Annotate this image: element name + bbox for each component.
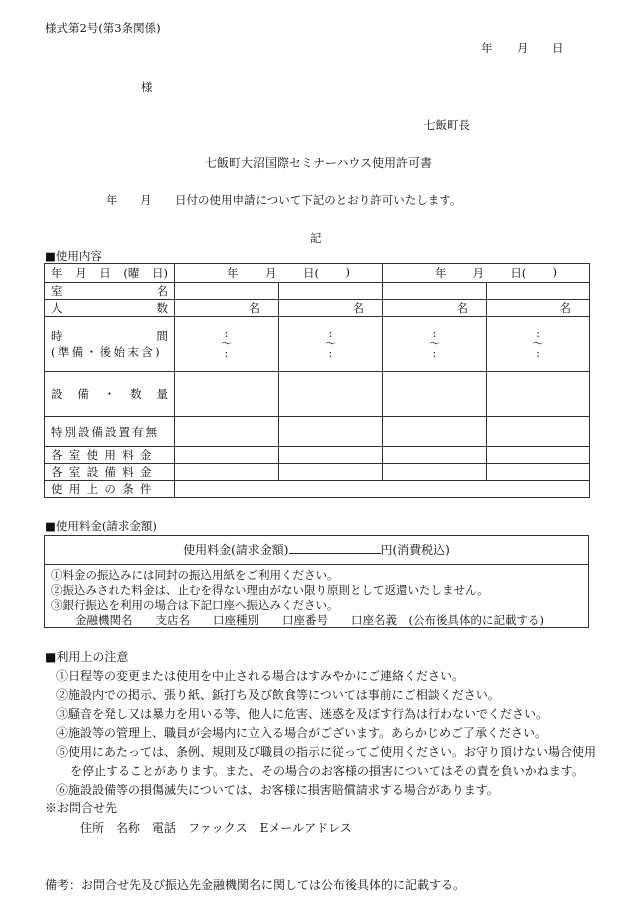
fee-note-2: ②振込みされた料金は、止むを得ない理由がない限り原則として返還いたしません。 (51, 583, 489, 597)
room-fee-cell-2[interactable] (279, 447, 383, 464)
equip-fee-cell-3[interactable] (383, 464, 487, 481)
special-cell-2[interactable] (279, 417, 383, 447)
recipient-suffix: 様 (141, 80, 153, 94)
special-cell-1[interactable] (175, 417, 279, 447)
fee-box (44, 535, 589, 628)
room-cell-3[interactable] (383, 283, 487, 300)
issue-date-year: 年 (481, 41, 493, 55)
usage-section-label: ■使用内容 (45, 249, 102, 263)
label-date: 年 月 日 (曜 日) (45, 264, 175, 283)
note-item-4: ④施設等の管理上、職員が会場内に立入る場合がございます。あらかじめご了承ください。 (56, 726, 548, 740)
issue-date-day: 日 (552, 41, 564, 55)
intro-text: 日付の使用申請について下記のとおり許可いたします。 (175, 193, 462, 207)
label-room-fee: 各室使用料金 (45, 447, 175, 464)
note-item-6: ⑥施設設備等の損傷滅失については、お客様に損害賠償請求する場合があります。 (56, 783, 499, 797)
usage-row-time (45, 317, 590, 372)
equipment-cell-3[interactable] (383, 372, 487, 417)
label-conditions: 使用上の条件 (45, 481, 175, 498)
note-item-5-cont: を停止することがあります。また、その場合のお客様の損害についてはその責を負いかねます。 (70, 764, 584, 778)
room-fee-cell-4[interactable] (487, 447, 590, 464)
fee-note-3: ③銀行振込を利用の場合は下記口座へ振込みください。 (51, 598, 339, 612)
room-fee-cell-1[interactable] (175, 447, 279, 464)
equip-fee-cell-4[interactable] (487, 464, 590, 481)
time-cell-3[interactable]: : 〜 : (383, 317, 487, 372)
date-slot-1[interactable]: 年 月 日( ) (175, 264, 383, 283)
fee-note-1: ①料金の振込みには同封の振込用紙をご利用ください。 (51, 568, 339, 582)
equipment-cell-4[interactable] (487, 372, 590, 417)
label-equip-fee: 各室設備料金 (45, 464, 175, 481)
bank-fields: 金融機関名 支店名 口座種別 口座番号 口座名義 (公布後具体的に記載する) (75, 613, 544, 627)
people-cell-1[interactable]: 名 (175, 300, 279, 317)
fee-amount-field[interactable] (289, 541, 381, 554)
date-slot-2[interactable]: 年 月 日( ) (383, 264, 590, 283)
equip-fee-cell-1[interactable] (175, 464, 279, 481)
usage-table (44, 263, 590, 498)
room-fee-cell-3[interactable] (383, 447, 487, 464)
usage-row-special (45, 417, 590, 447)
note-item-3: ③騒音を発し又は暴力を用いる等、他人に危害、迷惑を及ぼす行為は行わないでください。 (56, 707, 549, 721)
note-item-2: ②施設内での掲示、張り紙、鋲打ち及び飲食等については事前にご相談ください。 (56, 688, 500, 702)
form-number: 様式第2号(第3条関係) (45, 21, 161, 35)
special-cell-3[interactable] (383, 417, 487, 447)
time-cell-2[interactable]: : 〜 : (279, 317, 383, 372)
conditions-cell[interactable] (175, 481, 590, 498)
intro-year: 年 (106, 193, 118, 207)
note-item-5: ⑤使用にあたっては、条例、規則及び職員の指示に従ってご使用ください。お守り頂けない場合使用 (56, 745, 597, 759)
fee-header: 使用料金(請求金額) 円(消費税込) (45, 536, 588, 565)
label-time: 時 間 (準備・後始末含) (45, 317, 175, 372)
usage-row-room-fee (45, 447, 590, 464)
issue-date-month: 月 (517, 41, 529, 55)
contact-fields: 住所 名称 電話 ファックス Eメールアドレス (80, 821, 352, 835)
document-title: 七飯町大沼国際セミナーハウス使用許可書 (205, 156, 433, 170)
usage-row-equip-fee (45, 464, 590, 481)
label-equipment: 設 備 ・ 数 量 (45, 372, 175, 417)
ki-heading: 記 (310, 231, 322, 245)
remarks: 備考：お問合せ先及び振込先金融機関名に関しては公布後具体的に記載する。 (45, 878, 466, 892)
usage-row-equipment (45, 372, 590, 417)
label-room: 室 名 (45, 283, 175, 300)
room-cell-4[interactable] (487, 283, 590, 300)
usage-row-conditions (45, 481, 590, 498)
people-cell-4[interactable]: 名 (487, 300, 590, 317)
usage-row-date (45, 264, 590, 283)
issuer-name: 七飯町長 (424, 118, 470, 132)
equipment-cell-2[interactable] (279, 372, 383, 417)
equipment-cell-1[interactable] (175, 372, 279, 417)
time-cell-1[interactable]: : 〜 : (175, 317, 279, 372)
equip-fee-cell-2[interactable] (279, 464, 383, 481)
time-cell-4[interactable]: : 〜 : (487, 317, 590, 372)
intro-month: 月 (140, 193, 152, 207)
room-cell-1[interactable] (175, 283, 279, 300)
special-cell-4[interactable] (487, 417, 590, 447)
label-special: 特別設備設置有無 (45, 417, 175, 447)
usage-row-people (45, 300, 590, 317)
contact-label: ※お問合せ先 (45, 801, 118, 815)
usage-row-room (45, 283, 590, 300)
notes-section-label: ■利用上の注意 (45, 650, 129, 664)
note-item-1: ①日程等の変更または使用を中止される場合はすみやかにご連絡ください。 (56, 669, 465, 683)
room-cell-2[interactable] (279, 283, 383, 300)
fee-section-label: ■使用料金(請求金額) (45, 519, 157, 533)
people-cell-3[interactable]: 名 (383, 300, 487, 317)
people-cell-2[interactable]: 名 (279, 300, 383, 317)
label-people: 人 数 (45, 300, 175, 317)
